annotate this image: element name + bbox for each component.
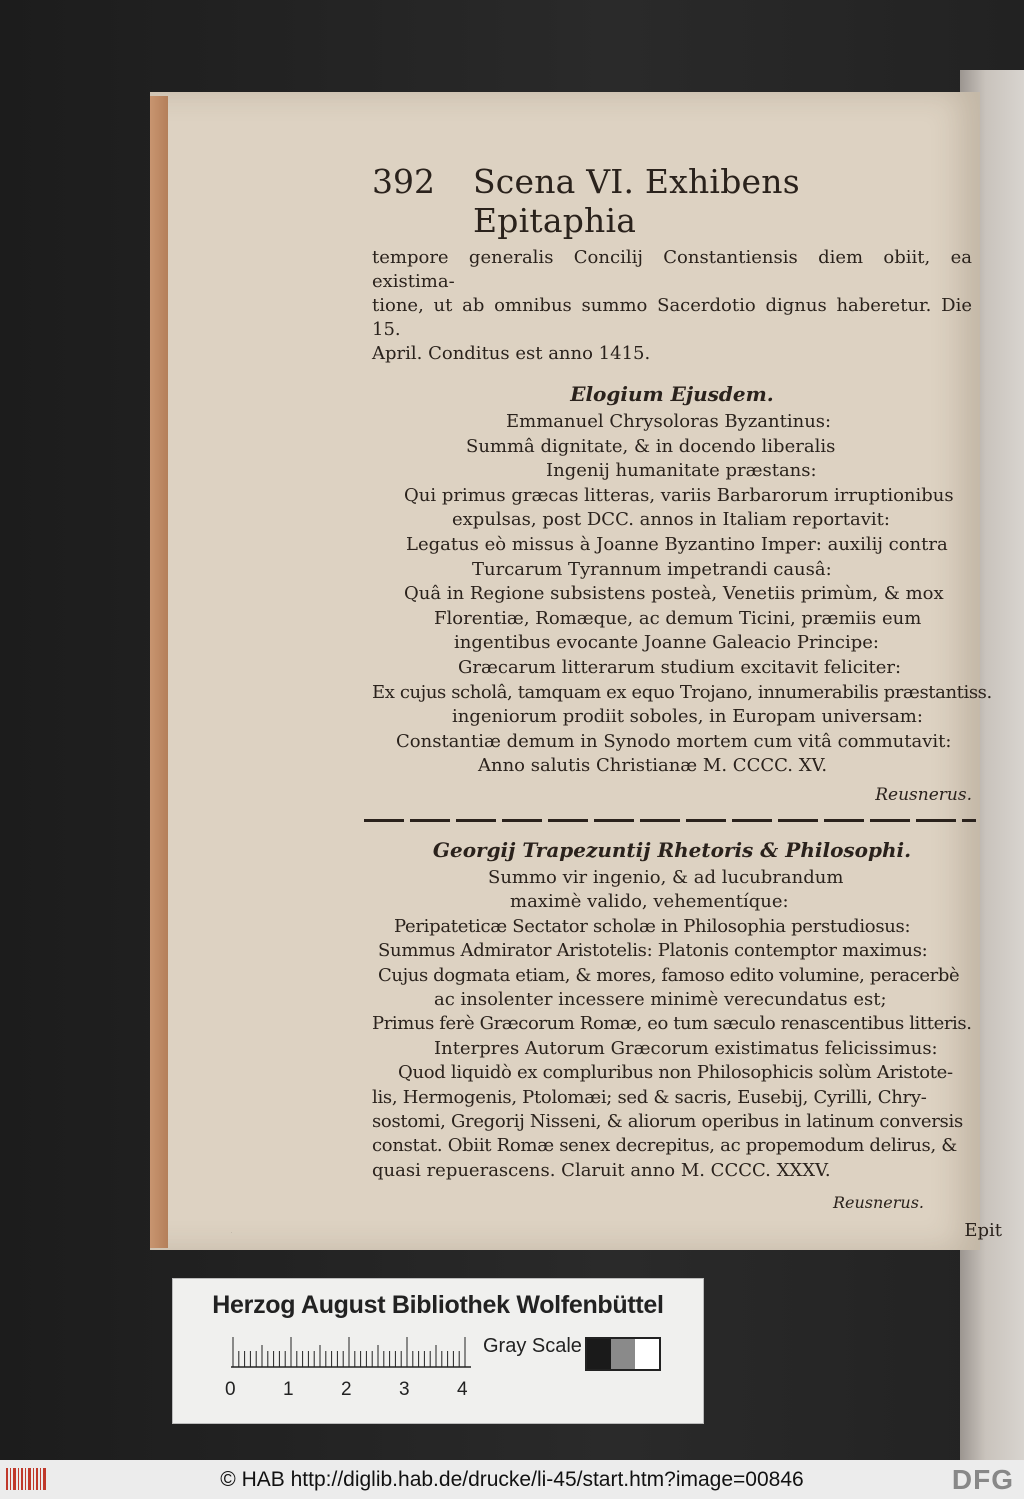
gray-scale-label: Gray Scale — [483, 1335, 582, 1357]
verse-line: Emmanuel Chrysoloras Byzantinus: — [506, 411, 832, 432]
book-page — [150, 92, 1002, 1250]
verse-line: Ex cujus scholâ, tamquam ex equo Trojano, innumerabilis præstantiss. — [372, 681, 992, 703]
text-line: maximè valido, vehementíque: — [510, 891, 789, 913]
verse-line: expulsas, post DCC. annos in Italiam reportavit: — [452, 509, 890, 531]
text-line: ac insolenter incessere minimè verecundatus est; — [434, 988, 887, 1010]
scale-number: 3 — [399, 1379, 410, 1400]
scale-number: 0 — [225, 1379, 236, 1400]
text-line: Summus Admirator Aristotelis: Platonis contemptor maximus: — [378, 940, 928, 962]
text-line: Cujus dogmata etiam, & mores, famoso edito volumine, peracerbè — [378, 964, 960, 986]
text-line: Peripateticæ Sectator scholæ in Philosophia perstudiosus: — [394, 915, 911, 937]
text-line: lis, Hermogenis, Ptolomæi; sed & sacris, Eusebij, Cyrilli, Chry- — [372, 1086, 927, 1108]
verse-line: Florentiæ, Romæque, ac demum Ticini, præmiis eum — [434, 607, 922, 629]
text-line: quasi repuerascens. Claruit anno M. CCCC. XXXV. — [372, 1159, 831, 1181]
gray-patch — [587, 1339, 611, 1369]
library-name: Herzog August Bibliothek Wolfenbüttel — [212, 1291, 664, 1319]
page-number: 392 — [372, 162, 435, 201]
page-header — [372, 162, 972, 240]
catchword: Epit — [964, 1220, 1002, 1242]
elogium-heading: Elogium Ejusdem. — [570, 382, 774, 406]
verse-line: Turcarum Tyrannum impetrandi causâ: — [472, 558, 832, 580]
verse-line: Quâ in Regione subsistens posteà, Venetiis primùm, & mox — [404, 583, 944, 605]
intro-line: tione, ut ab omnibus summo Sacerdotio dignus haberetur. Die 15. — [372, 295, 972, 340]
georgius-heading: Georgij Trapezuntij Rhetoris & Philosophi. — [432, 837, 912, 862]
gray-patch — [635, 1339, 659, 1369]
scale-number: 4 — [457, 1379, 468, 1400]
gray-scale-patches — [585, 1337, 661, 1371]
verse-line: Qui primus græcas litteras, variis Barbarorum irruptionibus — [404, 484, 954, 506]
signature: Reusnerus. — [832, 1193, 924, 1213]
verse-line: Anno salutis Christianæ M. CCCC. XV. — [478, 755, 828, 777]
viewer-footer — [0, 1460, 1024, 1499]
dfg-logo: DFG — [951, 1464, 1014, 1495]
text-line: constat. Obiit Romæ senex decrepitus, ac propemodum delirus, & — [372, 1135, 958, 1157]
page-content — [372, 162, 1002, 1242]
verse-line: Græcarum litterarum studium excitavit feliciter: — [458, 656, 902, 678]
color-calibration-card — [172, 1233, 704, 1424]
text-line: Summo vir ingenio, & ad lucubrandum — [488, 866, 844, 888]
verse-line: Summâ dignitate, & in docendo liberalis — [466, 435, 836, 457]
verse-line: ingentibus evocante Joanne Galeacio Principe: — [454, 632, 879, 654]
verse-line: ingeniorum prodiit soboles, in Europam universam: — [452, 706, 923, 728]
running-head: Scena VI. Exhibens Epitaphia — [473, 162, 800, 240]
scale-number: 0 — [231, 1233, 232, 1234]
page-edge — [150, 96, 168, 1248]
text-line: Quod liquidò ex compluribus non Philosophicis solùm Aristote- — [398, 1062, 953, 1084]
text-line: Primus ferè Græcorum Romæ, eo tum sæculo renascentibus litteris. — [372, 1013, 972, 1035]
section-divider — [364, 819, 976, 822]
text-line: Interpres Autorum Græcorum existimatus felicissimus: — [434, 1037, 938, 1059]
scale-number: 1 — [283, 1379, 294, 1400]
copyright-link[interactable]: © HAB http://diglib.hab.de/drucke/li-45/start.htm?image=00846 — [220, 1468, 804, 1491]
intro-line: April. Conditus est anno 1415. — [372, 343, 651, 364]
georgius-text — [372, 866, 972, 1183]
elogium-verse — [372, 410, 992, 779]
scale-number: 2 — [341, 1379, 352, 1400]
verse-line: Legatus eò missus à Joanne Byzantino Imper: auxilij contra — [406, 533, 948, 555]
intro-line: tempore generalis Concilij Constantiensis diem obiit, ea existima- — [372, 247, 972, 292]
verse-line: Constantiæ demum in Synodo mortem cum vitâ commutavit: — [396, 730, 952, 752]
intro-paragraph — [372, 246, 972, 366]
verse-line: Ingenij humanitate præstans: — [546, 460, 817, 482]
text-line: sostomi, Gregorij Nisseni, & aliorum operibus in latinum conversis — [372, 1110, 963, 1132]
gray-patch — [611, 1339, 635, 1369]
signature: Reusnerus. — [875, 784, 972, 805]
